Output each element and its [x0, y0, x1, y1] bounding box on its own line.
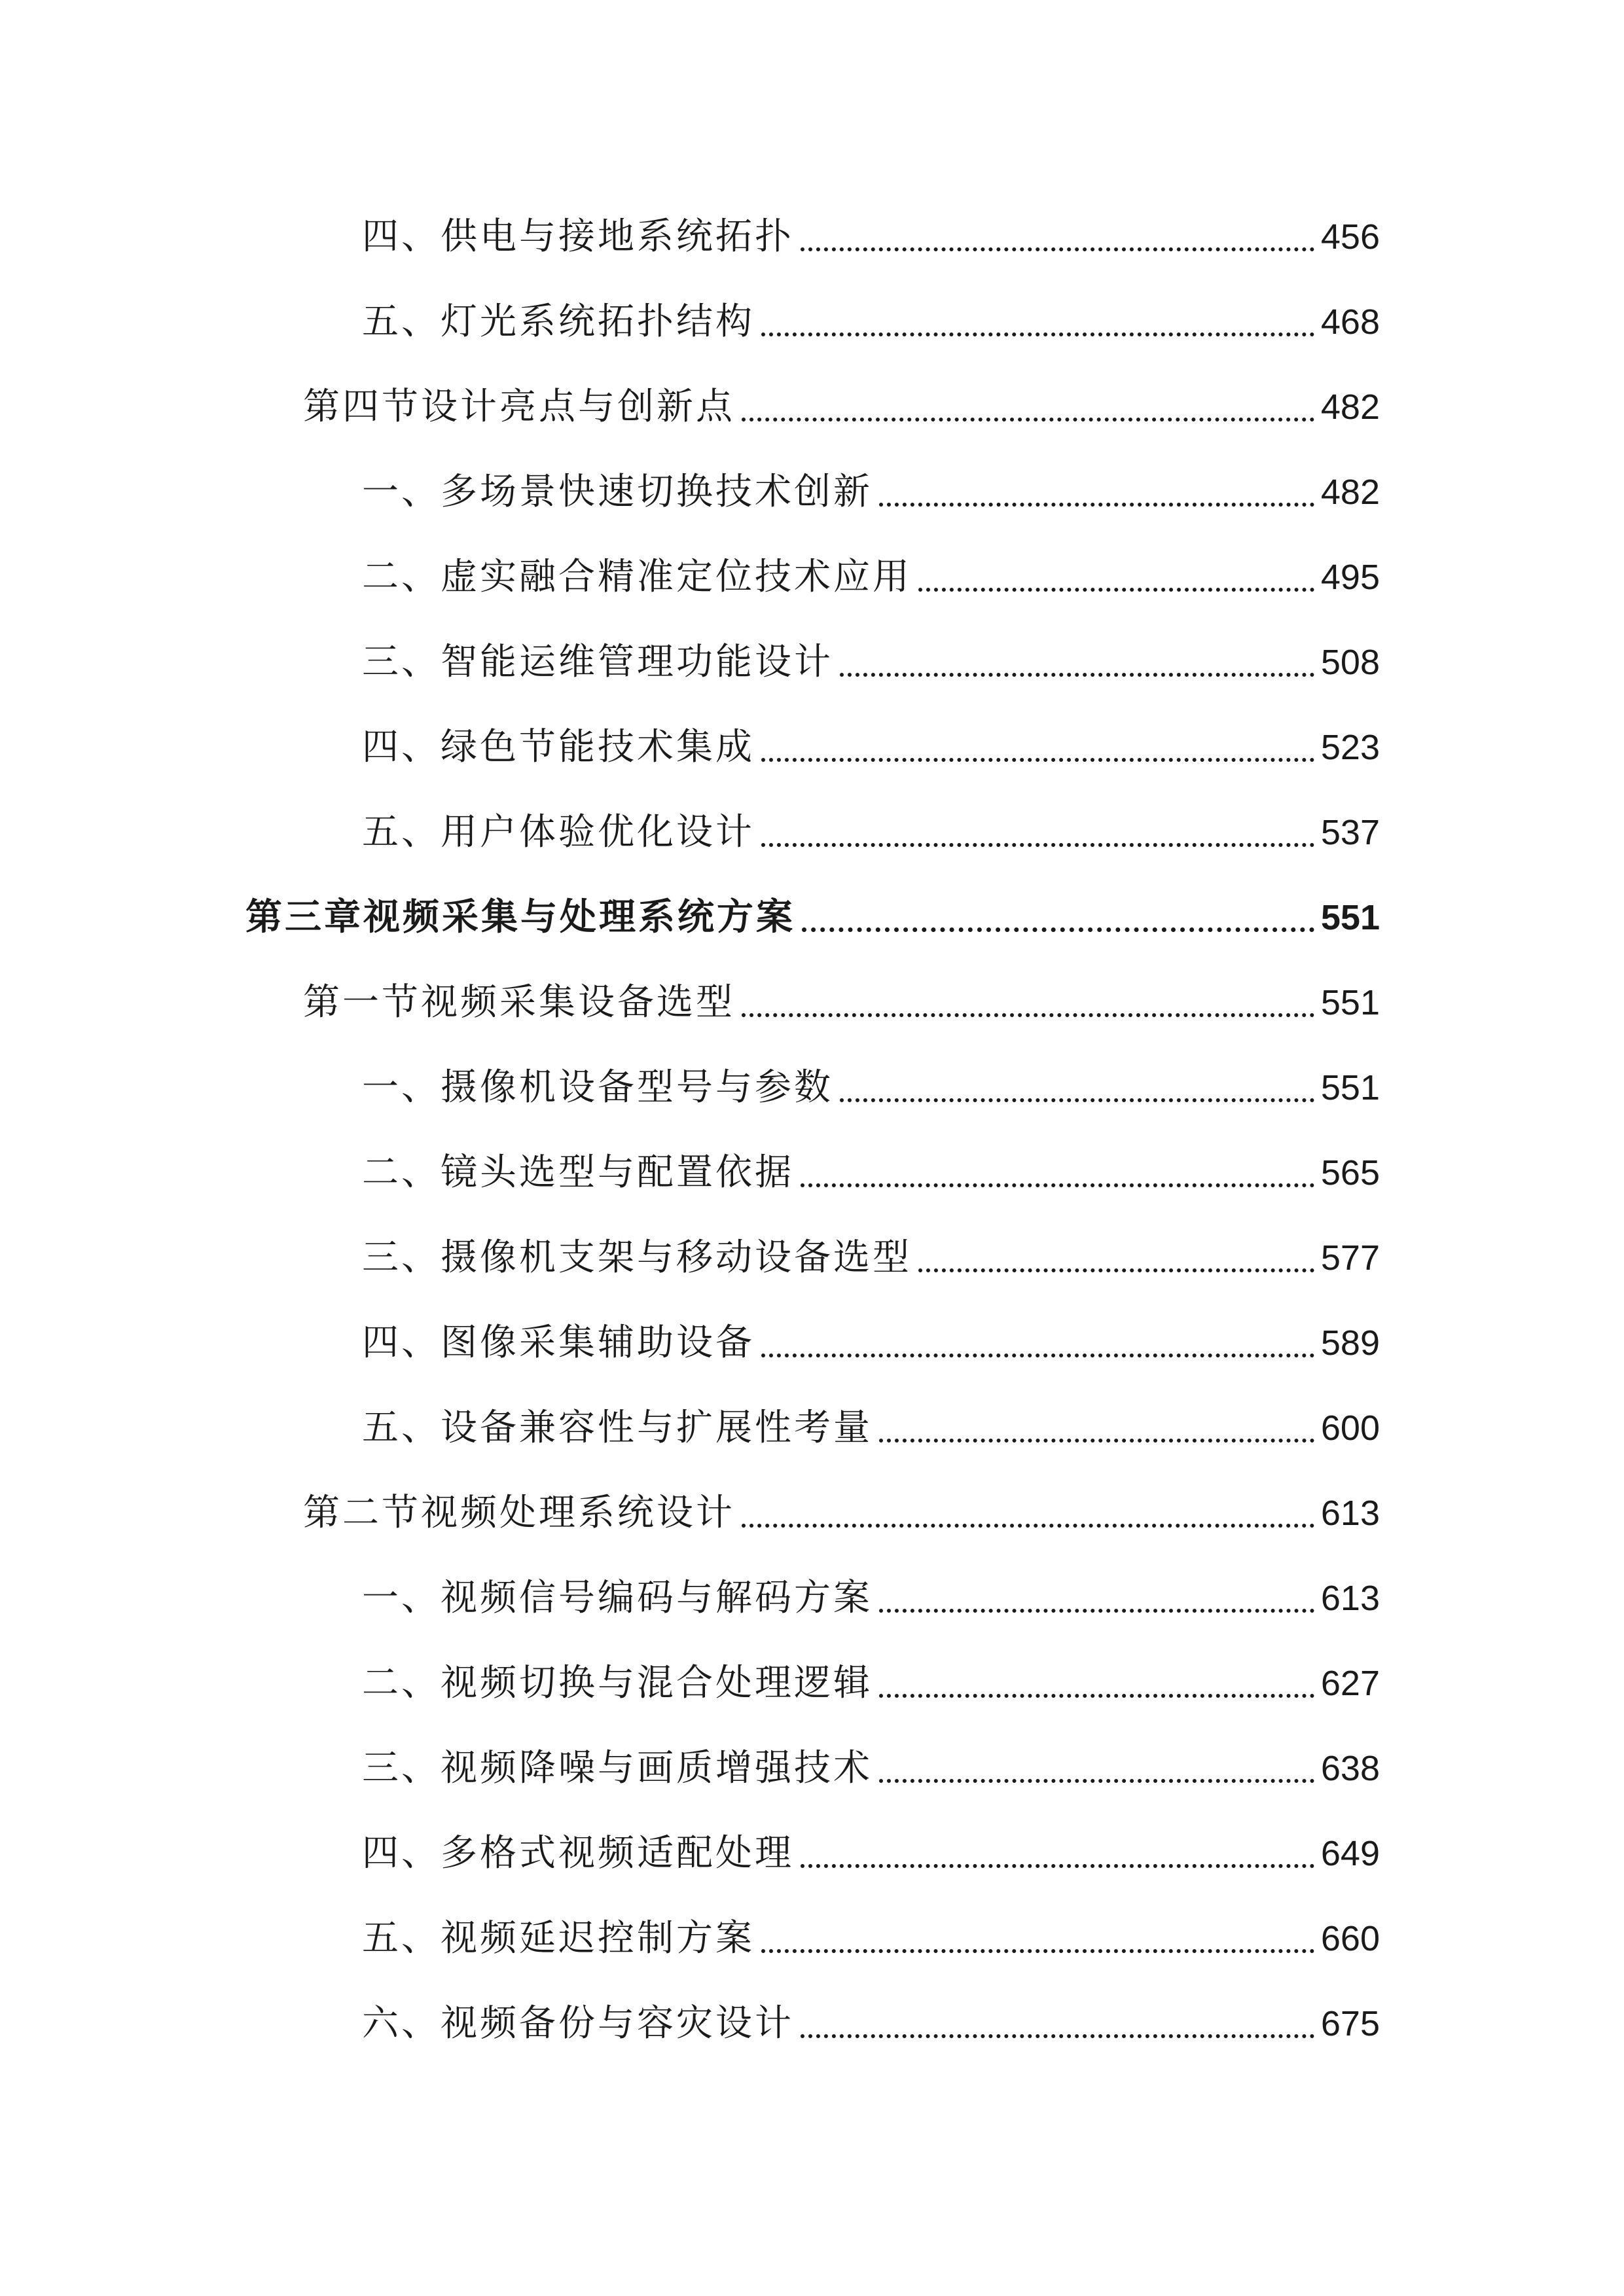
toc-entry-title: 第二节视频处理系统设计	[303, 1492, 735, 1534]
toc-entry[interactable]	[362, 721, 1380, 774]
toc-dot-leader	[761, 843, 1314, 847]
toc-page-number: 613	[1320, 1494, 1380, 1533]
toc-dot-leader	[840, 673, 1314, 677]
toc-page-number: 495	[1320, 558, 1380, 597]
toc-entry[interactable]	[362, 1998, 1380, 2050]
toc-page-number: 468	[1320, 302, 1380, 342]
toc-page-number: 627	[1320, 1664, 1380, 1703]
toc-entry[interactable]	[362, 636, 1380, 689]
toc-dot-leader	[761, 758, 1314, 762]
toc-entry-title: 一、视频信号编码与解码方案	[362, 1577, 873, 1619]
toc-entry-title: 四、供电与接地系统拓扑	[362, 215, 794, 258]
toc-entry-chapter[interactable]	[245, 891, 1380, 944]
toc-dot-leader	[742, 1524, 1314, 1528]
toc-page-number: 660	[1320, 1919, 1380, 1958]
toc-entry[interactable]	[362, 1572, 1380, 1624]
toc-dot-leader	[879, 1609, 1314, 1613]
toc-dot-leader	[840, 1098, 1314, 1102]
toc-entry-title: 第一节视频采集设备选型	[303, 981, 735, 1024]
toc-dot-leader	[801, 247, 1314, 251]
toc-entry[interactable]	[362, 1317, 1380, 1369]
toc-page-number: 551	[1320, 898, 1380, 937]
toc-page-number: 589	[1320, 1323, 1380, 1363]
toc-entry[interactable]	[362, 551, 1380, 603]
toc-page-number: 523	[1320, 728, 1380, 767]
toc-entry-title: 一、摄像机设备型号与参数	[362, 1066, 833, 1109]
toc-page-number: 456	[1320, 217, 1380, 257]
toc-page-number: 537	[1320, 813, 1380, 852]
toc-dot-leader	[761, 1949, 1314, 1953]
toc-entry-title: 四、多格式视频适配处理	[362, 1832, 794, 1874]
toc-dot-leader	[879, 1439, 1314, 1443]
toc-entry[interactable]	[362, 1402, 1380, 1454]
toc-entry[interactable]	[362, 806, 1380, 859]
toc-entry-title: 二、虚实融合精准定位技术应用	[362, 556, 912, 598]
toc-entry[interactable]	[362, 1742, 1380, 1795]
toc-entry-title: 五、设备兼容性与扩展性考量	[362, 1407, 873, 1449]
toc-entry-title: 四、绿色节能技术集成	[362, 726, 755, 768]
toc-entry[interactable]	[362, 211, 1380, 263]
toc-entry[interactable]	[362, 466, 1380, 518]
toc-entry-title: 二、视频切换与混合处理逻辑	[362, 1662, 873, 1704]
toc-entry[interactable]	[362, 1062, 1380, 1114]
toc-page-number: 482	[1320, 387, 1380, 427]
toc-page-number: 613	[1320, 1579, 1380, 1618]
toc-dot-leader	[918, 1268, 1314, 1272]
toc-entry-title: 第三章视频采集与处理系统方案	[245, 896, 795, 939]
toc-entry[interactable]	[303, 977, 1380, 1029]
toc-page-number: 675	[1320, 2004, 1380, 2043]
toc-page-number: 600	[1320, 1408, 1380, 1448]
toc-dot-leader	[742, 418, 1314, 422]
toc-entry-title: 三、智能运维管理功能设计	[362, 641, 833, 683]
toc-entry-title: 四、图像采集辅助设备	[362, 1321, 755, 1364]
toc-dot-leader	[761, 1354, 1314, 1357]
toc-entry[interactable]	[362, 1147, 1380, 1199]
toc-entry-title: 五、用户体验优化设计	[362, 811, 755, 853]
toc-page-number: 482	[1320, 473, 1380, 512]
toc-page-number: 638	[1320, 1749, 1380, 1788]
toc-page-number: 551	[1320, 983, 1380, 1022]
toc-dot-leader	[802, 927, 1314, 932]
toc-entry-title: 二、镜头选型与配置依据	[362, 1151, 794, 1194]
toc-entry-title: 五、灯光系统拓扑结构	[362, 300, 755, 343]
toc-entry-title: 一、多场景快速切换技术创新	[362, 471, 873, 513]
toc-dot-leader	[761, 332, 1314, 336]
toc-entry[interactable]	[362, 1827, 1380, 1880]
toc-entry[interactable]	[362, 1657, 1380, 1710]
toc-dot-leader	[879, 503, 1314, 507]
toc-entry-title: 六、视频备份与容灾设计	[362, 2002, 794, 2045]
toc-dot-leader	[879, 1694, 1314, 1698]
toc-dot-leader	[742, 1013, 1314, 1017]
toc-entry-title: 三、视频降噪与画质增强技术	[362, 1747, 873, 1789]
toc-page-number: 551	[1320, 1068, 1380, 1107]
toc-dot-leader	[879, 1779, 1314, 1783]
toc-entry[interactable]	[362, 1912, 1380, 1965]
toc-page-number: 577	[1320, 1238, 1380, 1278]
toc-dot-leader	[801, 2034, 1314, 2038]
toc-dot-leader	[918, 588, 1314, 592]
toc-page-number: 508	[1320, 643, 1380, 682]
toc-entry-title: 五、视频延迟控制方案	[362, 1917, 755, 1960]
toc-entry-title: 三、摄像机支架与移动设备选型	[362, 1236, 912, 1279]
toc-entry-title: 第四节设计亮点与创新点	[303, 386, 735, 428]
toc-page-number: 649	[1320, 1834, 1380, 1873]
toc-entry[interactable]	[362, 296, 1380, 348]
toc-entry[interactable]	[303, 381, 1380, 433]
toc-entry[interactable]	[303, 1487, 1380, 1539]
toc-page-number: 565	[1320, 1153, 1380, 1193]
toc-dot-leader	[801, 1183, 1314, 1187]
toc-dot-leader	[801, 1864, 1314, 1868]
toc-entry[interactable]	[362, 1232, 1380, 1284]
